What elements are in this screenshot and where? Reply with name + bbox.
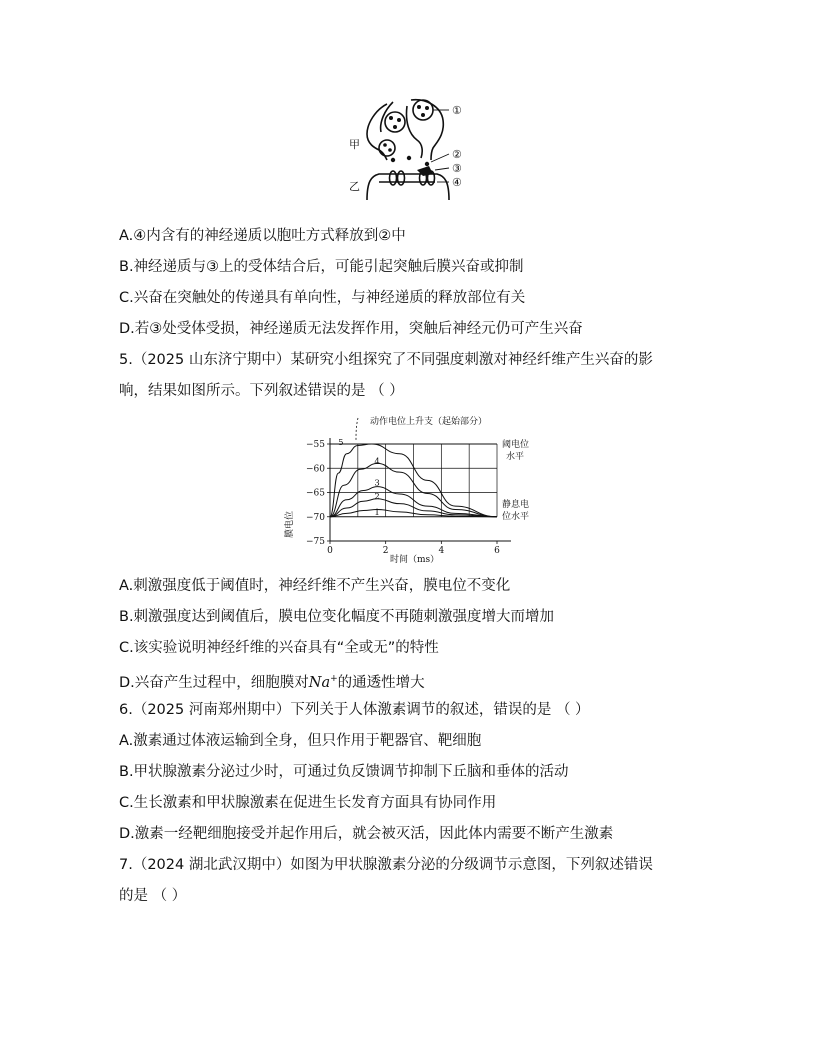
q5-stem-line1: 5.（2025 山东济宁期中）某研究小组探究了不同强度刺激对神经纤维产生兴奋的影 — [119, 352, 653, 368]
q5-option-d-prefix: D.兴奋产生过程中，细胞膜对 — [119, 674, 309, 691]
marker-2: ② — [452, 148, 462, 161]
series-label-2: 2 — [374, 492, 380, 503]
marker-3: ③ — [452, 162, 462, 175]
chart-annotation: 动作电位上升支（起始部分） — [370, 417, 488, 427]
q4-option-c: C.兴奋在突触处的传递具有单向性，与神经递质的释放部位有关 — [119, 290, 526, 306]
label-yi: 乙 — [349, 180, 360, 193]
q5-option-a: A.刺激强度低于阈值时，神经纤维不产生兴奋，膜电位不变化 — [119, 578, 511, 594]
q7-stem-line1: 7.（2024 湖北武汉期中）如图为甲状腺激素分泌的分级调节示意图，下列叙述错误 — [119, 857, 653, 873]
q5-option-b: B.刺激强度达到阈值后，膜电位变化幅度不再随刺激强度增大而增加 — [119, 609, 555, 625]
q4-option-b: B.神经递质与③上的受体结合后，可能引起突触后膜兴奋或抑制 — [119, 259, 524, 275]
q6-option-d: D.激素一经靶细胞接受并起作用后，就会被灭活，因此体内需要不断产生激素 — [119, 826, 614, 842]
q5-option-c: C.该实验说明神经纤维的兴奋具有“全或无”的特性 — [119, 640, 439, 656]
x-tick-label: 0 — [327, 546, 333, 556]
x-tick-label: 6 — [494, 546, 500, 556]
series-label-1: 1 — [374, 507, 380, 518]
q6-option-c: C.生长激素和甲状腺激素在促进生长发育方面具有协同作用 — [119, 795, 497, 811]
series-label-4: 4 — [374, 456, 380, 467]
x-tick-label: 2 — [382, 546, 389, 556]
q5-option-d — [119, 669, 425, 693]
q6-stem: 6.（2025 河南郑州期中）下列关于人体激素调节的叙述，错误的是 （ ） — [119, 702, 590, 718]
q4-option-a: A.④内含有的神经递质以胞吐方式释放到②中 — [119, 228, 406, 244]
series-label-3: 3 — [374, 478, 380, 489]
q6-option-a: A.激素通过体液运输到全身，但只作用于靶器官、靶细胞 — [119, 733, 482, 749]
label-jia: 甲 — [349, 138, 360, 151]
resting-label-2: 位水平 — [502, 512, 530, 522]
x-tick-label: 4 — [438, 546, 445, 556]
q4-option-d: D.若③处受体受损，神经递质无法发挥作用，突触后神经元仍可产生兴奋 — [119, 321, 583, 337]
annotation-pointer — [356, 418, 358, 440]
series-label-5: 5 — [338, 437, 344, 448]
y-tick-label: −65 — [306, 488, 325, 499]
x-axis-label: 时间（ms） — [390, 555, 440, 565]
q5-option-d-suffix: 的通透性增大 — [337, 674, 425, 691]
y-tick-label: −55 — [306, 440, 325, 450]
y-tick-label: −70 — [306, 512, 325, 523]
threshold-label-2: 水平 — [506, 452, 525, 462]
q6-option-b: B.甲状腺激素分泌过少时，可通过负反馈调节抑制下丘脑和垂体的活动 — [119, 764, 569, 780]
y-tick-label: −60 — [306, 464, 325, 475]
marker-4: ④ — [452, 176, 462, 189]
marker-1: ① — [452, 104, 462, 117]
na-ion: Na+ — [308, 674, 338, 691]
threshold-label-1: 阈电位 — [502, 440, 530, 450]
y-tick-label: −75 — [306, 537, 325, 547]
q5-stem-line2: 响，结果如图所示。下列叙述错误的是 （ ） — [119, 383, 404, 399]
q7-stem-line2: 的是 （ ） — [119, 888, 187, 904]
resting-label-1: 静息电 — [502, 500, 530, 510]
y-axis-label: 膜电位 — [285, 510, 295, 538]
synapse-diagram — [345, 96, 470, 214]
membrane-potential-chart — [280, 410, 560, 570]
